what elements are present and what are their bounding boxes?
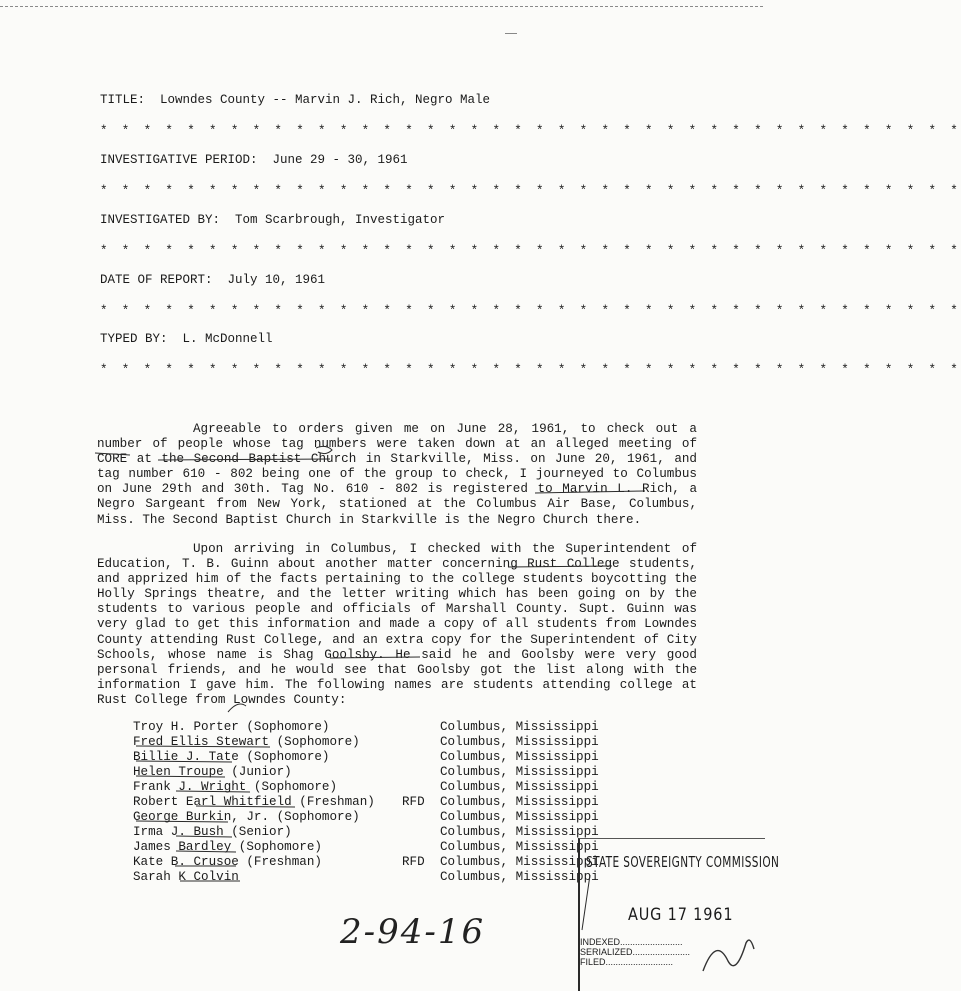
investigative-period: INVESTIGATIVE PERIOD: June 29 - 30, 1961 (100, 153, 408, 167)
student-city: Columbus, Mississippi (440, 840, 599, 854)
student-name: George Burkin, Jr. (Sophomore) (133, 810, 360, 824)
separator: * * * * * * * * * * * * * * * * * * * * * * * * * * * * * * * * * * * * * * * * (100, 244, 961, 258)
typed-by: TYPED BY: L. McDonnell (100, 332, 273, 346)
student-city: Columbus, Mississippi (440, 735, 599, 749)
handwritten-document-number: 2-94-16 (340, 912, 486, 952)
student-city: Columbus, Mississippi (440, 855, 599, 869)
body-paragraph-1: Agreeable to orders given me on June 28, 1961, to check out a number of people whose tag numbers were taken down at an alleged meeting of CORE at the Second Baptist Church in Starkville, Miss. on June 20, 1961, and tag number 610 - 802 being one of the group to check, I journeyed to Columbus on June 29th and 30th. Tag No. 610 - 802 is registered to Marvin L. Rich, a Negro Sargeant from New York, stationed at the Columbus Air Base, Columbus, Miss. The Second Baptist Church in Starkville is the Negro Church there. (97, 422, 697, 527)
separator: * * * * * * * * * * * * * * * * * * * * * * * * * * * * * * * * * * * * * * * * (100, 124, 961, 138)
student-name: Billie J. Tate (Sophomore) (133, 750, 330, 764)
student-city: Columbus, Mississippi (440, 750, 599, 764)
student-name: Sarah K Colvin (133, 870, 239, 884)
student-name: Troy H. Porter (Sophomore) (133, 720, 330, 734)
handwritten-initials (698, 931, 758, 981)
student-name: James Bardley (Sophomore) (133, 840, 322, 854)
student-name: Helen Troupe (Junior) (133, 765, 292, 779)
student-city: Columbus, Mississippi (440, 810, 599, 824)
student-city: Columbus, Mississippi (440, 870, 599, 884)
student-city: Columbus, Mississippi (440, 720, 599, 734)
report-title: TITLE: Lowndes County -- Marvin J. Rich, Negro Male (100, 93, 491, 107)
stamp-date: AUG 17 1961 (628, 905, 734, 925)
state-sovereignty-commission-stamp (578, 838, 780, 991)
student-rfd: RFD (402, 795, 425, 809)
student-city: Columbus, Mississippi (440, 780, 599, 794)
investigated-by: INVESTIGATED BY: Tom Scarbrough, Investigator (100, 213, 446, 227)
student-name: Frank J. Wright (Sophomore) (133, 780, 338, 794)
student-name: Kate B. Crusoe (Freshman) (133, 855, 322, 869)
student-city: Columbus, Mississippi (440, 825, 599, 839)
student-city: Columbus, Mississippi (440, 765, 599, 779)
stamp-filed: FILED........................... (580, 957, 674, 967)
separator: * * * * * * * * * * * * * * * * * * * * * * * * * * * * * * * * * * * * * * * * (100, 304, 961, 318)
stamp-indexed: INDEXED......................... (580, 937, 683, 947)
student-city: Columbus, Mississippi (440, 795, 599, 809)
student-rfd: RFD (402, 855, 425, 869)
separator: * * * * * * * * * * * * * * * * * * * * * * * * * * * * * * * * * * * * * * * * (100, 363, 961, 377)
separator: * * * * * * * * * * * * * * * * * * * * * * * * * * * * * * * * * * * * * * * * (100, 184, 961, 198)
stamp-title: STATE SOVEREIGNTY COMMISSION (586, 853, 780, 871)
stamp-serialized: SERIALIZED....................... (580, 947, 691, 957)
student-name: Fred Ellis Stewart (Sophomore) (133, 735, 360, 749)
student-name: Irma J. Bush (Senior) (133, 825, 292, 839)
body-paragraph-2: Upon arriving in Columbus, I checked with the Superintendent of Education, T. B. Guinn about another matter concerning Rust College students, and apprized him of the facts pertaining to the college students boycotting the Holly Springs theatre, and the letter writing which has been going on by the students to various people and officials of Marshall County. Supt. Guinn was very glad to get this information and made a copy of all students from Lowndes County attending Rust College, and an extra copy for the Superintendent of City Schools, whose name is Shag Goolsby. He said he and Goolsby were very good personal friends, and he would see that Goolsby got the list along with the information I gave him. The following names are students attending college at Rust College from Lowndes County: (97, 542, 697, 707)
student-name: Robert Earl Whitfield (Freshman) (133, 795, 375, 809)
date-of-report: DATE OF REPORT: July 10, 1961 (100, 273, 326, 287)
